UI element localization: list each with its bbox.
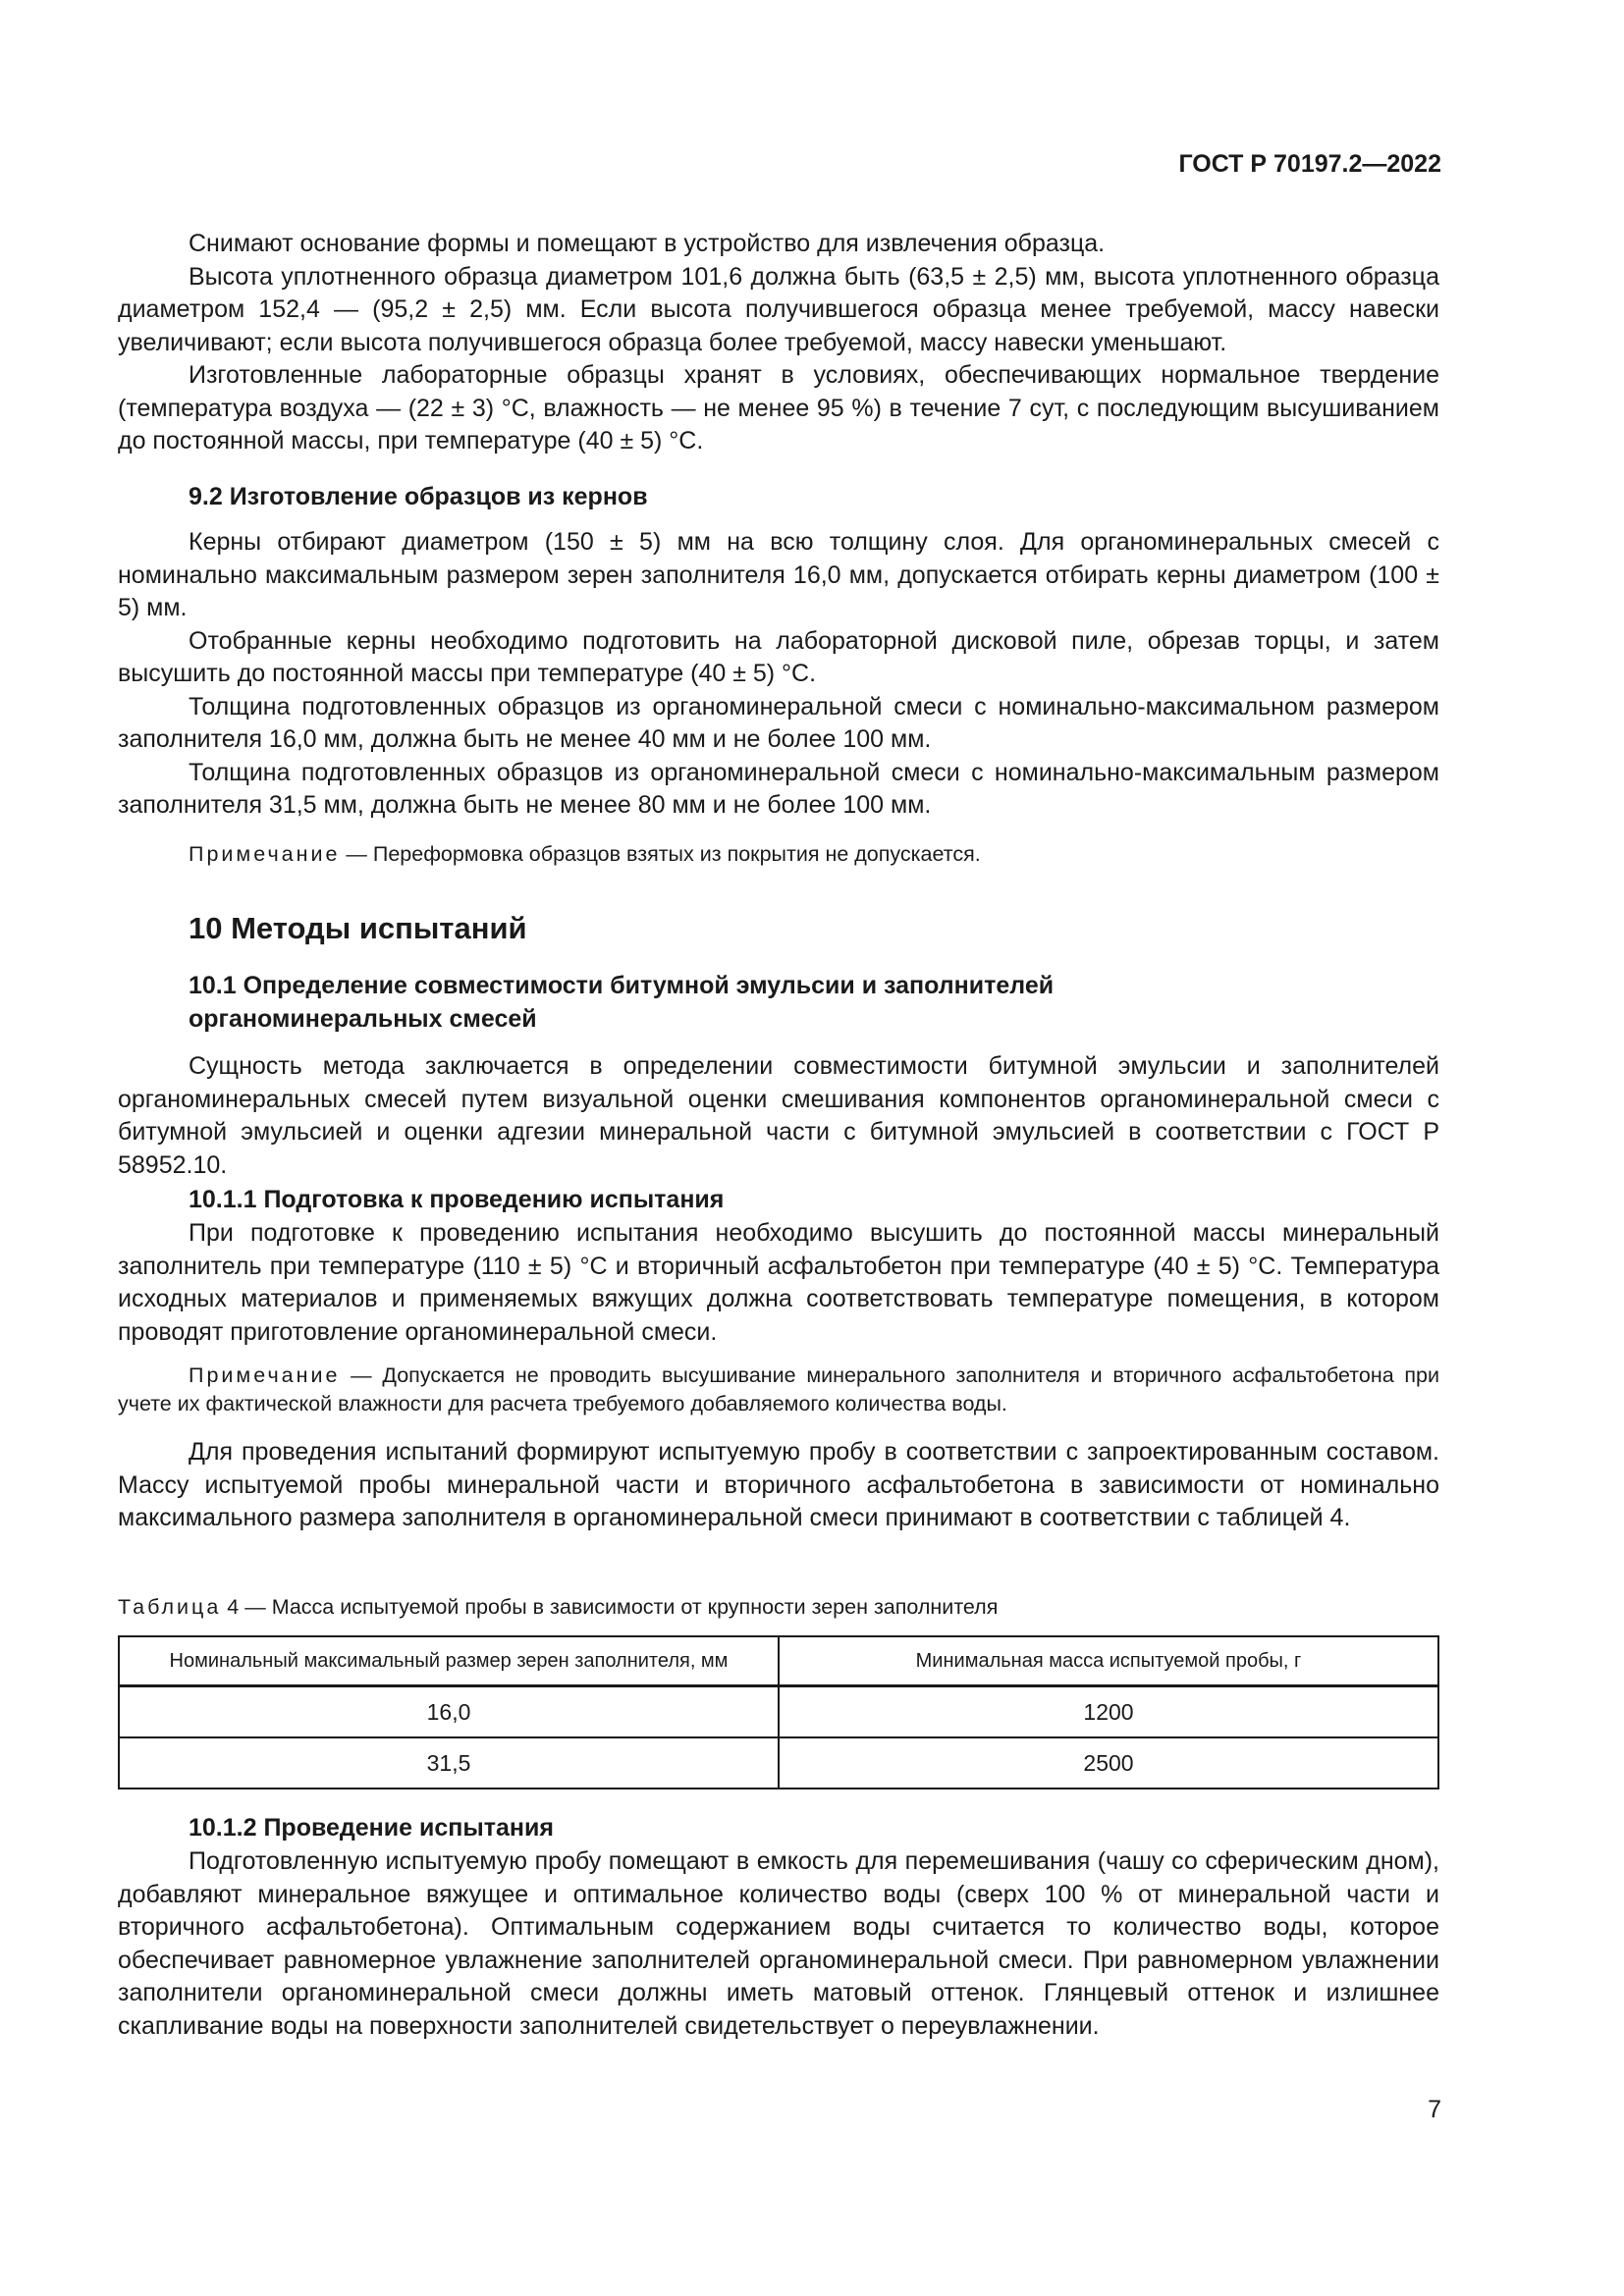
paragraph: Изготовленные лабораторные образцы хранят в условиях, обеспечивающих нормальное твердение (температура воздуха — (22 ± 3) °С, влажность — не менее 95 %) в течение 7 сут, с последующим высушиванием до постоянной массы, при температуре (40 ± 5) °С.: [118, 361, 1439, 454]
section-9-2-body: [118, 526, 1439, 823]
table-header-row: [119, 1636, 1438, 1686]
section-title: 9.2 Изготовление образцов из кернов: [189, 483, 648, 510]
table-row: [119, 1686, 1438, 1738]
table-cell: 1200: [779, 1686, 1438, 1738]
page-number: 7: [1428, 2096, 1441, 2123]
section-heading-10-1: [118, 970, 1439, 1036]
table-4-caption: [118, 1595, 1439, 1620]
section-heading-9-2: [118, 481, 1439, 514]
data-table: [118, 1635, 1439, 1789]
section-10-1-2-body: [118, 1845, 1439, 2043]
note-text: — Допускается не проводить высушивание минерального заполнителя и вторичного асфальтобетона при учете их фактической влажности для расчета требуемого добавляемого количества воды.: [118, 1363, 1439, 1415]
paragraph: При подготовке к проведению испытания необходимо высушить до постоянной массы минеральный заполнитель при температуре (110 ± 5) °С и вторичный асфальтобетон при температуре (40 ± 5) °С. Температура исходных материалов и применяемых вяжущих должна соответствовать температуре помещения, в котором проводят приготовление органоминеральной смеси.: [118, 1219, 1439, 1346]
table-row: [119, 1737, 1438, 1789]
table-4: [118, 1635, 1439, 1789]
note-label: Примечание: [189, 842, 341, 866]
intro-block: [118, 228, 1439, 458]
section-title-line-1: 10.1 Определение совместимости битумной эмульсии и заполнителей: [189, 972, 1055, 999]
paragraph: Толщина подготовленных образцов из органоминеральной смеси с номинально-максимальном размером заполнителя 16,0 мм, должна быть не менее 40 мм и не более 100 мм.: [118, 692, 1439, 753]
note-text: — Переформовка образцов взятых из покрытия не допускается.: [340, 842, 981, 866]
paragraph: Отобранные керны необходимо подготовить на лабораторной дисковой пиле, обрезав торцы, и затем высушить до постоянной массы при температуре (40 ± 5) °С.: [118, 626, 1439, 687]
section-title: 10.1.1 Подготовка к проведению испытания: [189, 1186, 725, 1213]
table-cell: 2500: [779, 1737, 1438, 1789]
note-label: Примечание: [189, 1363, 341, 1387]
paragraph: Снимают основание формы и помещают в устройство для извлечения образца.: [189, 230, 1106, 257]
table-cell: 16,0: [119, 1686, 779, 1738]
section-heading-10-1-1: [118, 1184, 1439, 1217]
section-heading-10-1-2: [118, 1812, 1439, 1845]
section-10-1-body: [118, 1050, 1439, 1182]
paragraph: Подготовленную испытуемую пробу помещают в емкость для перемешивания (чашу со сферическим дном), добавляют минеральное вяжущее и оптимальное количество воды (сверх 100 % от минеральной части и вторичного асфальтобетона). Оптимальным содержанием воды считается то количество воды, которое обеспечивает равномерное увлажнение заполнителей органоминеральной смеси. При равномерном увлажнении заполнители органоминеральной смеси должны иметь матовый оттенок. Глянцевый оттенок и излишнее скапливание воды на поверхности заполнителей свидетельствует о переувлажнении.: [118, 1847, 1439, 2040]
paragraph: Для проведения испытаний формируют испытуемую пробу в соответствии с запроектированным составом. Массу испытуемой пробы минеральной части и вторичного асфальтобетона в зависимости от номинально максимального размера заполнителя в органоминеральной смеси принимают в соответствии с таблицей 4.: [118, 1438, 1439, 1531]
note-9-2: [118, 840, 1439, 869]
paragraph: Толщина подготовленных образцов из органоминеральной смеси с номинально-максимальным размером заполнителя 31,5 мм, должна быть не менее 80 мм и не более 100 мм.: [118, 758, 1439, 819]
chapter-title: 10 Методы испытаний: [189, 911, 527, 945]
caption-label: Таблица: [118, 1595, 222, 1619]
paragraph: Керны отбирают диаметром (150 ± 5) мм на всю толщину слоя. Для органоминеральных смесей с номинально максимальным размером зерен заполнителя 16,0 мм, допускается отбирать керны диаметром (100 ± 5) мм.: [118, 528, 1439, 621]
table-cell: 31,5: [119, 1737, 779, 1789]
paragraph: Высота уплотненного образца диаметром 101,6 должна быть (63,5 ± 2,5) мм, высота уплотненного образца диаметром 152,4 — (95,2 ± 2,5) мм. Если высота получившегося образца менее требуемой, массу навески увеличивают; если высота получившегося образца более требуемой, массу навески уменьшают.: [118, 262, 1439, 356]
caption-text: 4 — Масса испытуемой пробы в зависимости от крупности зерен заполнителя: [221, 1595, 999, 1619]
document-code-header: ГОСТ Р 70197.2—2022: [1178, 150, 1441, 178]
paragraph: Сущность метода заключается в определении совместимости битумной эмульсии и заполнителей органоминеральных смесей путем визуальной оценки смешивания компонентов органоминеральной смеси с битумной эмульсией и оценки адгезии минеральной части с битумной эмульсией в соответствии с ГОСТ Р 58952.10.: [118, 1052, 1439, 1179]
column-header: Номинальный максимальный размер зерен заполнителя, мм: [119, 1636, 779, 1686]
section-10-1-1-body-2: [118, 1436, 1439, 1535]
column-header: Минимальная масса испытуемой пробы, г: [779, 1636, 1438, 1686]
section-title-line-2: органоминеральных смесей: [189, 1004, 537, 1033]
note-10-1-1: [118, 1362, 1439, 1418]
section-10-1-1-body: [118, 1217, 1439, 1349]
section-heading-10: [118, 911, 1439, 946]
section-title: 10.1.2 Проведение испытания: [189, 1814, 554, 1842]
